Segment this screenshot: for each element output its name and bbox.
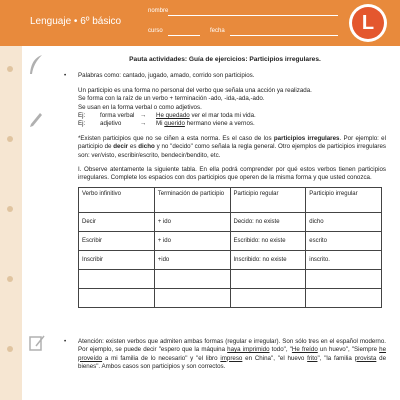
- nombre-label: nombre: [148, 8, 169, 14]
- table-cell-blank[interactable]: [306, 288, 382, 307]
- table-cell: inscrito.: [306, 250, 382, 269]
- irregular-note: *Existen participios que no se ciñen a esta norma. Es el caso de los participios irregulares. Por ejemplo: el participio de decir es dicho y no "decido" como señala la regla general. Otro ejemplos de participios irregulares son: ver/visto, escribir/escrito, bendecir/bendito, etc.: [78, 134, 386, 159]
- table-cell-blank[interactable]: [230, 269, 306, 288]
- left-decor-strip: [0, 46, 22, 400]
- table-cell: + ido: [154, 231, 230, 250]
- nombre-line: [148, 8, 168, 14]
- curso-label: curso: [148, 28, 163, 34]
- table-cell: +ido: [154, 250, 230, 269]
- table-header-cell: Verbo infinitivo: [79, 187, 155, 212]
- strip-dot: [7, 206, 13, 212]
- table-cell: dicho: [306, 212, 382, 231]
- pencil-icon: [28, 110, 44, 131]
- definition-line: Un participio es una forma no personal del verbo que señala una acción ya realizada.: [78, 86, 312, 94]
- student-form: [148, 6, 338, 42]
- table-row: [79, 250, 382, 269]
- table-cell: Decido: no existe: [230, 212, 306, 231]
- fecha-field[interactable]: [230, 35, 338, 36]
- table-row-blank[interactable]: [79, 269, 382, 288]
- strip-dot: [7, 136, 13, 142]
- badge-letter: L: [352, 7, 384, 39]
- strip-dot: [7, 346, 13, 352]
- table-cell: Escribir: [79, 231, 155, 250]
- arrow-icon: →: [140, 120, 147, 128]
- table-row-blank[interactable]: [79, 288, 382, 307]
- table-cell-blank[interactable]: [154, 269, 230, 288]
- table-row: [79, 231, 382, 250]
- table-header-cell: Terminación de participio: [154, 187, 230, 212]
- nombre-field[interactable]: [168, 15, 338, 16]
- notebook-icon: [28, 334, 46, 355]
- table-cell: Decir: [79, 212, 155, 231]
- table-cell: + ido: [154, 212, 230, 231]
- subject-label: Lenguaje • 6º básico: [30, 16, 122, 27]
- subject-badge: [349, 4, 387, 42]
- table-cell-blank[interactable]: [154, 288, 230, 307]
- strip-dot: [7, 66, 13, 72]
- table-cell-blank[interactable]: [79, 288, 155, 307]
- fecha-line: [210, 28, 225, 34]
- table-cell: Inscribir: [79, 250, 155, 269]
- participle-table: [78, 187, 382, 308]
- instruction-text: I. Observe atentamente la siguiente tabla. En ella podrá comprender por qué estos verbos tienen participios irregulares. Complete los espacios con dos participios que operen de la misma forma y que usted conozca.: [78, 166, 386, 182]
- attention-note: • Atención: existen verbos que admiten ambas formas (regular e irregular). Son sólo tres en el español moderno. Por ejemplo, se puede decir "espero que la máquina haya imprimido todo", "He freído un huevo", "Siempre he proveído a mi familia de lo necesario" y "el libro impreso en China", "el huevo frito", "la familia provista de bienes". Ambos casos son participios y son correctos.: [64, 338, 386, 372]
- arrow-icon: →: [140, 112, 147, 120]
- table-header-cell: Participio irregular: [306, 187, 382, 212]
- example-row: Ej: adjetivo → Mi querido hermano viene a vernos.: [78, 120, 255, 128]
- table-header-row: [79, 187, 382, 212]
- worksheet-content: [64, 56, 386, 372]
- header-band: [0, 0, 400, 46]
- definition-line: Se usan en la forma verbal o como adjetivos.: [78, 103, 202, 111]
- fecha-label: fecha: [210, 28, 225, 34]
- table-cell-blank[interactable]: [79, 269, 155, 288]
- table-cell-blank[interactable]: [230, 288, 306, 307]
- table-cell: Inscribido: no existe: [230, 250, 306, 269]
- page-title: Pauta actividades: Guía de ejercicios: Participios irregulares.: [129, 56, 321, 63]
- quill-icon: [28, 54, 44, 79]
- example-row: Ej: forma verbal → He quedado ver el mar toda mi vida.: [78, 112, 256, 120]
- strip-dot: [7, 276, 13, 282]
- table-header-cell: Participio regular: [230, 187, 306, 212]
- curso-line: [148, 28, 163, 34]
- table-cell: escrito: [306, 231, 382, 250]
- bullet-intro: • Palabras como: cantado, jugado, amado, corrido son participios.: [64, 72, 386, 80]
- definition-line: Se forma con la raíz de un verbo + terminación -ado, -ida,-ada,-ado.: [78, 95, 265, 103]
- table-cell-blank[interactable]: [306, 269, 382, 288]
- table-cell: Escribido: no existe: [230, 231, 306, 250]
- table-row: [79, 212, 382, 231]
- curso-field[interactable]: [168, 35, 200, 36]
